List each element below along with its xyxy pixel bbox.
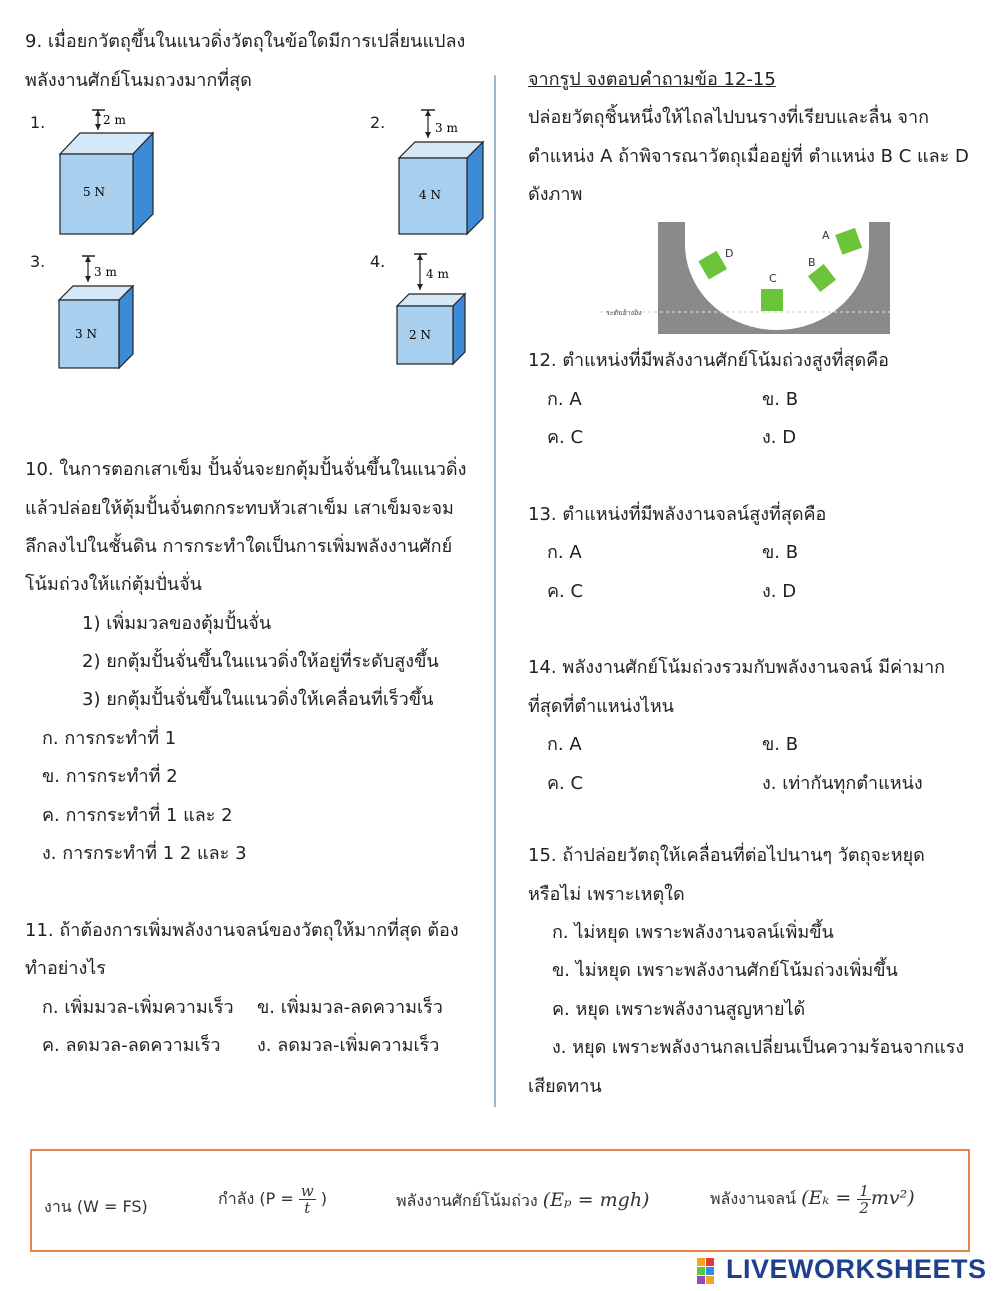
box3-weight: 3 N (75, 327, 97, 341)
q11-option-a[interactable]: ก. เพิ่มมวล-เพิ่มความเร็ว (42, 997, 234, 1018)
box3-diagram (55, 254, 145, 374)
q10-line3: ลึกลงไปในชั้นดิน การกระทำใดเป็นการเพิ่มพลังงานศักย์ (25, 536, 453, 557)
q13-option-c[interactable]: ค. C (547, 581, 584, 602)
q10-line2: แล้วปล่อยให้ตุ้มปั้นจั่นตกกระทบหัวเสาเข็ม เสาเข็มจะจม (25, 498, 454, 519)
q13-question: 13. ตำแหน่งที่มีพลังงานจลน์สูงที่สุดคือ (528, 504, 827, 525)
label-c: C (769, 272, 777, 285)
power-numerator: w (300, 1182, 314, 1200)
box2-height: 3 m (435, 121, 458, 135)
track-diagram (600, 222, 892, 334)
q10-line1: 10. ในการตอกเสาเข็ม ปั้นจั่นจะยกตุ้มปั้นจั่นขึ้นในแนวดิ่ง (25, 459, 467, 480)
q13-option-a[interactable]: ก. A (547, 542, 582, 563)
q11-option-d[interactable]: ง. ลดมวล-เพิ่มความเร็ว (257, 1035, 440, 1056)
q15-line1: 15. ถ้าปล่อยวัตถุให้เคลื่อนที่ต่อไปนานๆ วัตถุจะหยุด (528, 845, 925, 866)
power-label: กำลัง (P = (218, 1189, 299, 1208)
ke-denominator: 2 (859, 1199, 869, 1217)
q9-line2: พลังงานศักย์โนมถวงมากที่สุด (25, 70, 252, 91)
box1-height: 2 m (103, 113, 126, 127)
q10-option-a[interactable]: ก. การกระทำที่ 1 (42, 728, 177, 749)
ke-rest: mv²) (870, 1187, 915, 1209)
box2-diagram (395, 106, 495, 241)
q15-continuation: เสียดทาน (528, 1076, 602, 1097)
power-denominator: t (304, 1199, 311, 1217)
q14-line1: 14. พลังงานศักย์โน้มถ่วงรวมกับพลังงานจลน์ มีค่ามาก (528, 657, 946, 678)
box1-number: 1. (30, 113, 46, 132)
q14-line2: ที่สุดที่ตำแหน่งไหน (528, 696, 674, 717)
ke-label: พลังงานจลน์ (710, 1189, 802, 1208)
q10-line4: โน้มถ่วงให้แก่ตุ้มปั่นจั่น (25, 574, 202, 595)
formula-box (30, 1149, 970, 1252)
q13-option-b[interactable]: ข. B (762, 542, 799, 563)
pe-label: พลังงานศักย์โน้มถ่วง (396, 1191, 543, 1210)
q14-option-b[interactable]: ข. B (762, 734, 799, 755)
intro-line3: ดังภาพ (528, 184, 583, 205)
q15-option-b[interactable]: ข. ไม่หยุด เพราะพลังงานศักย์โน้มถ่วงเพิ่มขึ้น (552, 960, 898, 981)
box4-number: 4. (370, 252, 386, 271)
q9-line1: 9. เมื่อยกวัตถุขึ้นในแนวดิ่งวัตถุในข้อใดมีการเปลี่ยนแปลง (25, 31, 466, 52)
q15-option-c[interactable]: ค. หยุด เพราะพลังงานสูญหายได้ (552, 999, 806, 1020)
q10-action2: 2) ยกตุ้มปั้นจั่นขึ้นในแนวดิ่งให้อยู่ที่ระดับสูงขึ้น (82, 651, 439, 672)
power-fraction (299, 1183, 316, 1216)
label-d: D (725, 247, 734, 260)
q11-option-c[interactable]: ค. ลดมวล-ลดความเร็ว (42, 1035, 221, 1056)
q10-action1: 1) เพิ่มมวลของตุ้มปั้นจั่น (82, 613, 272, 634)
formula-power (218, 1183, 327, 1216)
q11-line2: ทำอย่างไร (25, 958, 106, 979)
q15-line2: หรือไม่ เพราะเหตุใด (528, 884, 685, 905)
box4-diagram (395, 250, 485, 370)
q15-option-a[interactable]: ก. ไม่หยุด เพราะพลังงานจลน์เพิ่มขึ้น (552, 922, 834, 943)
intro-line1: ปล่อยวัตถุชิ้นหนึ่งให้ไถลไปบนรางที่เรียบและลื่น จาก (528, 107, 929, 128)
q13-option-d[interactable]: ง. D (762, 581, 797, 602)
box2-weight: 4 N (419, 188, 441, 202)
q14-option-a[interactable]: ก. A (547, 734, 582, 755)
liveworksheets-logo-icon (697, 1256, 723, 1286)
q15-option-d[interactable]: ง. หยุด เพราะพลังงานกลเปลี่ยนเป็นความร้อนจากแรง (552, 1037, 965, 1058)
reference-level-label: ระดับอ้างอิง (606, 309, 642, 317)
formula-kinetic-energy (710, 1183, 915, 1216)
q10-option-c[interactable]: ค. การกระทำที่ 1 และ 2 (42, 805, 233, 826)
label-b: B (808, 256, 816, 269)
q12-option-d[interactable]: ง. D (762, 427, 797, 448)
box4-weight: 2 N (409, 328, 431, 342)
formula-potential-energy (396, 1189, 649, 1214)
q14-option-c[interactable]: ค. C (547, 773, 584, 794)
box3-height: 3 m (94, 265, 117, 279)
q10-option-d[interactable]: ง. การกระทำที่ 1 2 และ 3 (42, 843, 247, 864)
ke-fraction (857, 1183, 871, 1216)
power-close: ) (315, 1189, 328, 1208)
intro-heading: จากรูป จงตอบคำถามข้อ 12-15 (528, 69, 776, 90)
q12-option-b[interactable]: ข. B (762, 389, 799, 410)
column-divider (494, 75, 496, 1107)
q12-option-a[interactable]: ก. A (547, 389, 582, 410)
q12-question: 12. ตำแหน่งที่มีพลังงานศักย์โน้มถ่วงสูงที่สุดคือ (528, 350, 889, 371)
intro-line2: ตำแหน่ง A ถ้าพิจารณาวัตถุเมื่ออยู่ที่ ตำแหน่ง B C และ D (528, 146, 969, 167)
formula-work: งาน (W = FS) (44, 1197, 148, 1216)
q14-option-d[interactable]: ง. เท่ากันทุกตำแหน่ง (762, 773, 923, 794)
q11-line1: 11. ถ้าต้องการเพิ่มพลังงานจลน์ของวัตถุให้มากที่สุด ต้อง (25, 920, 459, 941)
box2-number: 2. (370, 113, 386, 132)
box1-diagram (55, 106, 165, 236)
box3-number: 3. (30, 252, 46, 271)
pe-formula: (Eₚ = mgh) (542, 1189, 650, 1211)
q11-option-b[interactable]: ข. เพิ่มมวล-ลดความเร็ว (257, 997, 443, 1018)
box4-height: 4 m (426, 267, 449, 281)
q10-option-b[interactable]: ข. การกระทำที่ 2 (42, 766, 178, 787)
q12-option-c[interactable]: ค. C (547, 427, 584, 448)
q10-action3: 3) ยกตุ้มปั้นจั่นขึ้นในแนวดิ่งให้เคลื่อนที่เร็วขึ้น (82, 689, 434, 710)
label-a: A (822, 229, 830, 242)
liveworksheets-wordmark[interactable]: LIVEWORKSHEETS (726, 1254, 987, 1284)
ke-numerator: 1 (859, 1182, 869, 1200)
ke-open: (Eₖ = (801, 1187, 858, 1209)
box1-weight: 5 N (83, 185, 105, 199)
